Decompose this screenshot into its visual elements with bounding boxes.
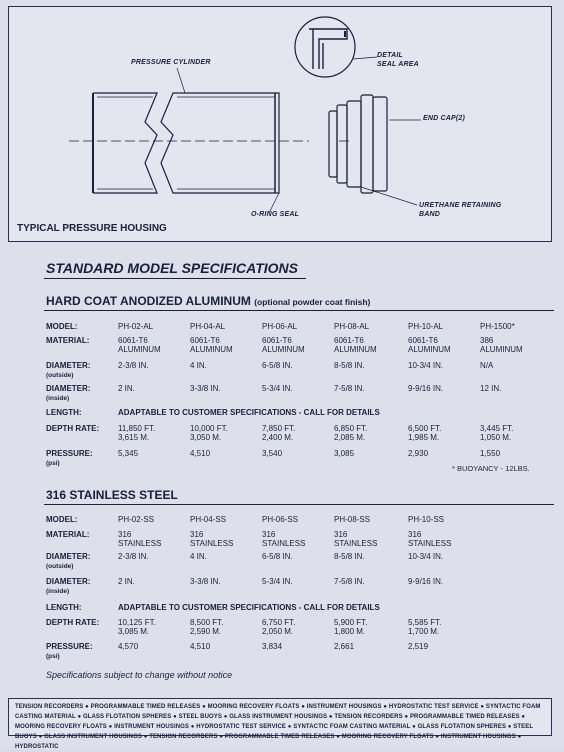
al-depth-cell: 10,000 FT. 3,050 M. — [190, 424, 228, 442]
ss-inside-cell: 7-5/8 IN. — [334, 577, 365, 586]
al-depth-cell: 7,850 FT. 2,400 M. — [262, 424, 296, 442]
ss-diam-out-label — [46, 552, 90, 571]
al-pressure-label — [46, 449, 93, 468]
al-diam-in-label-text: DIAMETER: — [46, 384, 91, 393]
al-material-cell: 6061-T6 ALUMINUM — [190, 336, 233, 354]
al-inside-cell: 7-5/8 IN. — [334, 384, 365, 393]
al-material-cell: 386 ALUMINUM — [480, 336, 523, 354]
ss-pressure-cell: 2,519 — [408, 642, 429, 651]
ss-diam-in-label — [46, 577, 90, 596]
ss-inside-cell: 3-3/8 IN. — [190, 577, 221, 586]
al-pressure-cell: 5,345 — [118, 449, 139, 458]
change-notice: Specifications subject to change without notice — [46, 670, 233, 680]
ss-inside-cell: 9-9/16 IN. — [408, 577, 444, 586]
al-diam-out-label — [46, 361, 90, 380]
ss-pressure-cell: 3,834 — [262, 642, 283, 651]
al-diam-out-label-text: DIAMETER: — [46, 361, 91, 370]
al-pressure-sub: (psi) — [46, 460, 60, 467]
ss-diam-out-sub: (outside) — [46, 563, 74, 570]
end-cap-label: END CAP(2) — [423, 115, 466, 122]
ss-model-cell: PH-02-SS — [118, 515, 155, 524]
ss-model-cell: PH-04-SS — [190, 515, 227, 524]
al-diam-out-sub: (outside) — [46, 372, 74, 379]
al-diam-in-sub: (inside) — [46, 395, 70, 402]
al-outside-cell: 6-5/8 IN. — [262, 361, 293, 370]
al-inside-cell: 2 IN. — [118, 384, 135, 393]
ss-outside-cell: 4 IN. — [190, 552, 207, 561]
ss-depth-cell: 6,750 FT. 2,050 M. — [262, 618, 296, 636]
ss-model-label: MODEL: — [46, 515, 78, 524]
ss-length-label: LENGTH: — [46, 603, 82, 612]
ss-model-cell: PH-10-SS — [408, 515, 445, 524]
al-diam-in-label — [46, 384, 90, 403]
al-depth-label: DEPTH RATE: — [46, 424, 100, 433]
ss-diam-in-label-text: DIAMETER: — [46, 577, 91, 586]
ss-pressure-label — [46, 642, 93, 661]
al-material-label: MATERIAL: — [46, 336, 90, 345]
al-material-cell: 6061-T6 ALUMINUM — [118, 336, 161, 354]
al-inside-cell: 9-9/16 IN. — [408, 384, 444, 393]
al-pressure-cell: 3,085 — [334, 449, 355, 458]
pressure-housing-diagram — [8, 6, 552, 242]
al-model-cell: PH-1500* — [480, 322, 515, 331]
al-model-label: MODEL: — [46, 322, 78, 331]
buoyancy-footnote: * BUOYANCY - 12LBS. — [452, 464, 530, 473]
al-depth-cell: 6,500 FT. 1,985 M. — [408, 424, 442, 442]
al-pressure-cell: 4,510 — [190, 449, 211, 458]
aluminum-section-rule — [44, 310, 554, 311]
ss-material-label: MATERIAL: — [46, 530, 90, 539]
product-footer-banner: TENSION RECORDERS ● PROGRAMMABLE TIMED RELEASES ● MOORING RECOVERY FLOATS ● INSTRUMENT HOUSINGS ● HYDROSTATIC TEST SERVICE ● SYNTACTIC FOAM CASTING MATERIAL ● GLASS FLOTATION SPHERES ● STEEL BUOYS ● GLASS INSTRUMENT HOUSINGS ● TENSION RECORDERS ● PROGRAMMABLE TIMED RELEASES ● MOORING RECOVERY FLOATS ● INSTRUMENT HOUSINGS ● HYDROSTATIC TEST SERVICE ● SYNTACTIC FOAM CASTING MATERIAL ● GLASS FLOTATION SPHERES ● STEEL BUOYS ● GLASS INSTRUMENT HOUSINGS ● TENSION RECORDERS ● PROGRAMMABLE TIMED RELEASES ● MOORING RECOVERY FLOATS ● INSTRUMENT HOUSINGS ● HYDROSTATIC — [8, 698, 552, 736]
ss-outside-cell: 8-5/8 IN. — [334, 552, 365, 561]
al-length-value: ADAPTABLE TO CUSTOMER SPECIFICATIONS - CALL FOR DETAILS — [118, 408, 380, 417]
al-inside-cell: 12 IN. — [480, 384, 502, 393]
ss-pressure-cell: 4,570 — [118, 642, 139, 651]
al-pressure-label-text: PRESSURE: — [46, 449, 93, 458]
ss-diam-out-label-text: DIAMETER: — [46, 552, 91, 561]
ss-pressure-label-text: PRESSURE: — [46, 642, 93, 651]
ss-inside-cell: 2 IN. — [118, 577, 135, 586]
al-model-cell: PH-06-AL — [262, 322, 298, 331]
ss-pressure-cell: 2,661 — [334, 642, 355, 651]
aluminum-section-title — [46, 294, 370, 308]
ss-diam-in-sub: (inside) — [46, 588, 70, 595]
al-pressure-cell: 2,930 — [408, 449, 429, 458]
al-inside-cell: 5-3/4 IN. — [262, 384, 293, 393]
al-material-cell: 6061-T6 ALUMINUM — [408, 336, 451, 354]
ss-material-cell: 316 STAINLESS — [190, 530, 234, 548]
al-outside-cell: 8-5/8 IN. — [334, 361, 365, 370]
ss-model-cell: PH-08-SS — [334, 515, 371, 524]
al-inside-cell: 3-3/8 IN. — [190, 384, 221, 393]
aluminum-title-text: HARD COAT ANODIZED ALUMINUM — [46, 294, 251, 308]
ss-outside-cell: 6-5/8 IN. — [262, 552, 293, 561]
al-material-cell: 6061-T6 ALUMINUM — [262, 336, 305, 354]
ss-material-cell: 316 STAINLESS — [334, 530, 378, 548]
ss-depth-cell: 5,585 FT. 1,700 M. — [408, 618, 442, 636]
al-depth-cell: 6,850 FT. 2,085 M. — [334, 424, 368, 442]
al-outside-cell: 2-3/8 IN. — [118, 361, 149, 370]
ss-depth-cell: 10,125 FT. 3,085 M. — [118, 618, 156, 636]
al-model-cell: PH-08-AL — [334, 322, 370, 331]
al-model-cell: PH-02-AL — [118, 322, 154, 331]
al-pressure-cell: 3,540 — [262, 449, 283, 458]
stainless-section-rule — [44, 504, 554, 505]
al-outside-cell: 10-3/4 IN. — [408, 361, 444, 370]
oring-seal-label: O-RING SEAL — [251, 211, 300, 218]
ss-length-value: ADAPTABLE TO CUSTOMER SPECIFICATIONS - CALL FOR DETAILS — [118, 603, 380, 612]
al-depth-cell: 11,850 FT. 3,615 M. — [118, 424, 156, 442]
ss-depth-cell: 5,900 FT. 1,800 M. — [334, 618, 368, 636]
al-outside-cell: N/A — [480, 361, 494, 370]
title-underline — [44, 278, 306, 279]
al-material-cell: 6061-T6 ALUMINUM — [334, 336, 377, 354]
diagram-title: TYPICAL PRESSURE HOUSING — [17, 223, 167, 234]
ss-model-cell: PH-06-SS — [262, 515, 299, 524]
al-model-cell: PH-10-AL — [408, 322, 444, 331]
ss-pressure-cell: 4,510 — [190, 642, 211, 651]
ss-depth-cell: 8,500 FT. 2,590 M. — [190, 618, 224, 636]
ss-material-cell: 316 STAINLESS — [118, 530, 162, 548]
al-outside-cell: 4 IN. — [190, 361, 207, 370]
al-length-label: LENGTH: — [46, 408, 82, 417]
ss-outside-cell: 10-3/4 IN. — [408, 552, 444, 561]
ss-material-cell: 316 STAINLESS — [408, 530, 452, 548]
al-depth-cell: 3,445 FT. 1,050 M. — [480, 424, 514, 442]
ss-material-cell: 316 STAINLESS — [262, 530, 306, 548]
ss-outside-cell: 2-3/8 IN. — [118, 552, 149, 561]
urethane-band-label: URETHANE RETAINING BAND — [419, 202, 502, 218]
ss-inside-cell: 5-3/4 IN. — [262, 577, 293, 586]
ss-depth-label: DEPTH RATE: — [46, 618, 100, 627]
detail-seal-area-label: DETAIL SEAL AREA — [377, 52, 419, 68]
stainless-section-title: 316 STAINLESS STEEL — [46, 488, 178, 502]
al-pressure-cell: 1,550 — [480, 449, 501, 458]
aluminum-title-note: (optional powder coat finish) — [254, 297, 371, 307]
ss-pressure-sub: (psi) — [46, 653, 60, 660]
al-model-cell: PH-04-AL — [190, 322, 226, 331]
pressure-cylinder-label: PRESSURE CYLINDER — [131, 59, 211, 66]
page-title: STANDARD MODEL SPECIFICATIONS — [46, 260, 299, 276]
